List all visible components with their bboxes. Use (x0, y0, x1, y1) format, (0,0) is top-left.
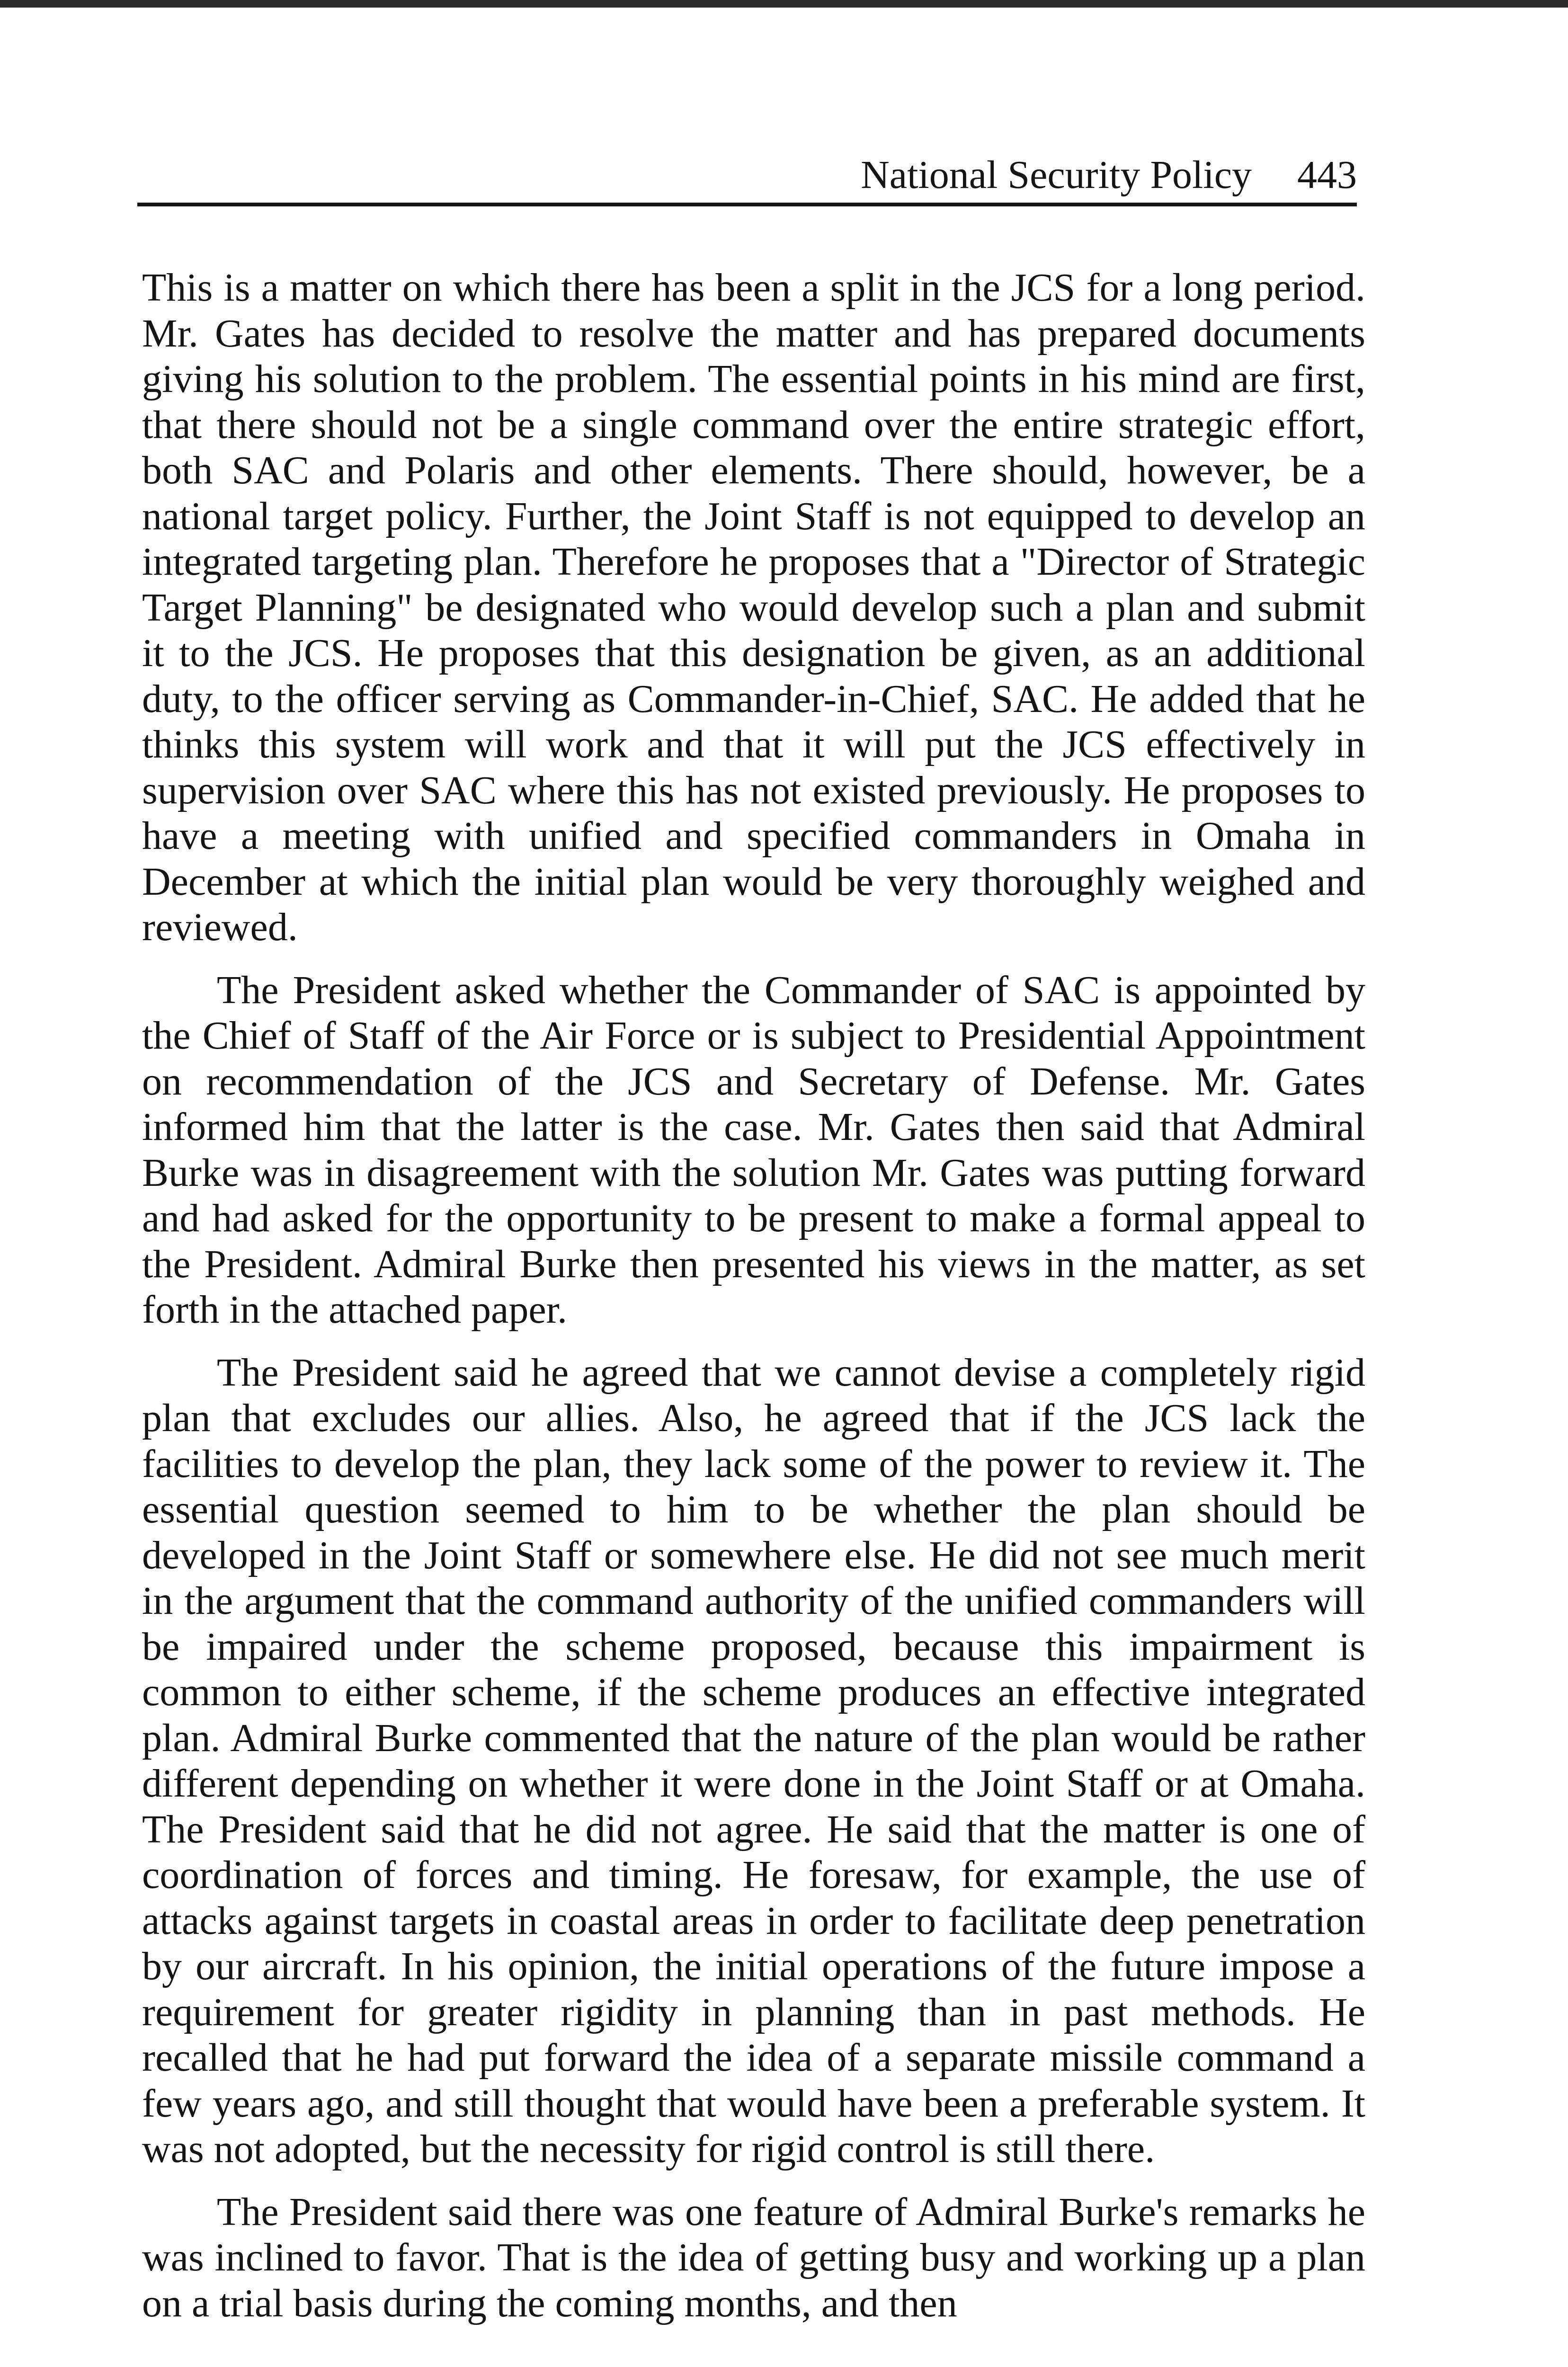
header-divider (137, 203, 1357, 206)
page-number: 443 (1297, 153, 1357, 197)
paragraph-2: The President asked whether the Commander of SAC is appointed by the Chief of Staff of the Air Force or is subject to Presidential Appointment on recommendation of the JCS and Secretary of Defense. Mr. Gates informed him that the latter is the case. Mr. Gates then said that Admiral Burke was in disagreement with the solution Mr. Gates was putting forward and had asked for the opportunity to be present to make a formal appeal to the President. Admiral Burke then presented his views in the matter, as set forth in the attached paper. (142, 968, 1365, 1332)
paragraph-1: This is a matter on which there has been a split in the JCS for a long period. Mr. Gates has decided to resolve the matter and has prepared documents giving his solution to the problem. The essential points in his mind are first, that there should not be a single command over the entire strategic effort, both SAC and Polaris and other elements. There should, however, be a national target policy. Further, the Joint Staff is not equipped to develop an integrated targeting plan. Therefore he proposes that a "Director of Strategic Target Planning" be designated who would develop such a plan and submit it to the JCS. He proposes that this designation be given, as an additional duty, to the officer serving as Commander-in-Chief, SAC. He added that he thinks this system will work and that it will put the JCS effectively in supervision over SAC where this has not existed previously. He proposes to have a meeting with unified and specified commanders in Omaha in December at which the initial plan would be very thoroughly weighed and reviewed. (142, 266, 1365, 949)
paragraph-4: The President said there was one feature of Admiral Burke's remarks he was inclined to favor. That is the idea of getting busy and working up a plan on a trial basis during the coming months, and then (142, 2189, 1365, 2325)
running-header (137, 142, 1357, 208)
running-title: National Security Policy (861, 153, 1252, 197)
header-text (861, 151, 1357, 199)
body-text (142, 265, 1365, 2326)
page-top-edge (0, 0, 1568, 8)
paragraph-3: The President said he agreed that we cannot devise a completely rigid plan that excludes our allies. Also, he agreed that if the JCS lack the facilities to develop the plan, they lack some of the power to review it. The essential question seemed to him to be whether the plan should be developed in the Joint Staff or somewhere else. He did not see much merit in the argument that the command authority of the unified commanders will be impaired under the scheme proposed, because this impairment is common to either scheme, if the scheme produces an effective integrated plan. Admiral Burke commented that the nature of the plan would be rather different depending on whether it were done in the Joint Staff or at Omaha. The President said that he did not agree. He said that the matter is one of coordination of forces and timing. He foresaw, for example, the use of attacks against targets in coastal areas in order to facilitate deep penetration by our aircraft. In his opinion, the initial operations of the future impose a requirement for greater rigidity in planning than in past methods. He recalled that he had put forward the idea of a separate missile command a few years ago, and still thought that would have been a preferable system. It was not adopted, but the necessity for rigid control is still there. (142, 1350, 1365, 2171)
